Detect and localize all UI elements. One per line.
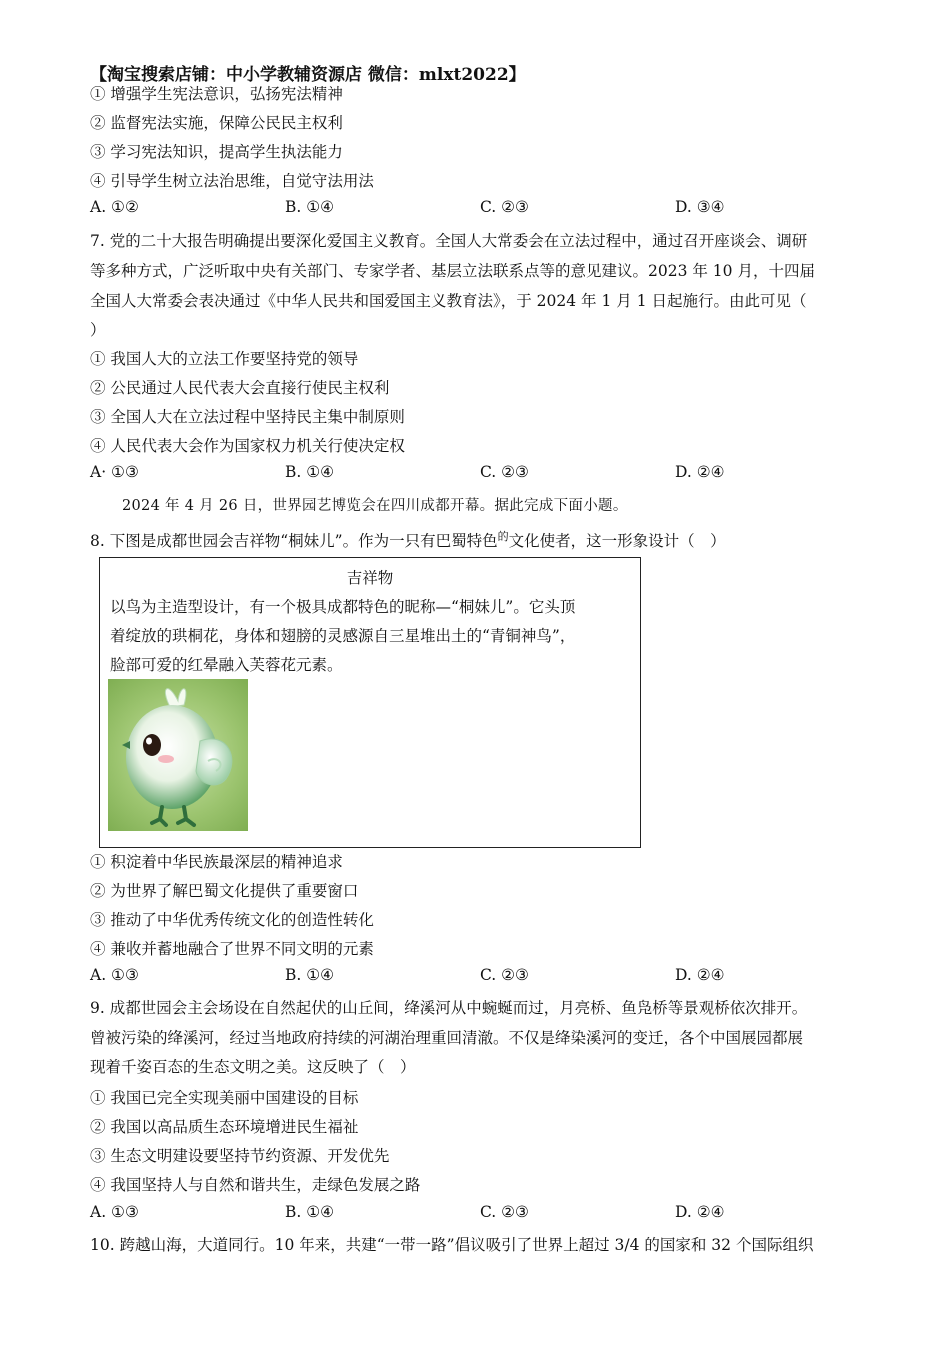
q7-item-4: ④ 人民代表大会作为国家权力机关行使决定权 bbox=[90, 437, 405, 455]
q8-option-a[interactable]: A. ①③ bbox=[90, 966, 139, 984]
mascot-box-line-1: 以鸟为主造型设计，有一个极具成都特色的昵称—“桐妹儿”。它头顶 bbox=[110, 598, 576, 616]
q8-item-4: ④ 兼收并蓄地融合了世界不同文明的元素 bbox=[90, 940, 374, 958]
q6-option-c[interactable]: C. ②③ bbox=[480, 198, 529, 216]
q7-item-1: ① 我国人大的立法工作要坚持党的领导 bbox=[90, 350, 359, 368]
q6-item-3: ③ 学习宪法知识，提高学生执法能力 bbox=[90, 143, 343, 161]
mascot-box-line-3: 脸部可爱的红晕融入芙蓉花元素。 bbox=[110, 656, 343, 674]
q7-stem-line-3: 全国人大常委会表决通过《中华人民共和国爱国主义教育法》，于 2024 年 1 月 1 日起施行。由此可见（ bbox=[90, 292, 807, 310]
q8-stem-after: 文化使者，这一形象设计（ ） bbox=[508, 532, 726, 550]
q8-option-d[interactable]: D. ②④ bbox=[675, 966, 725, 984]
q8-stem bbox=[90, 528, 726, 551]
q8-item-3: ③ 推动了中华优秀传统文化的创造性转化 bbox=[90, 911, 374, 929]
q9-item-1: ① 我国已完全实现美丽中国建设的目标 bbox=[90, 1089, 359, 1107]
q6-option-a[interactable]: A. ①② bbox=[90, 198, 139, 216]
q9-option-a[interactable]: A. ①③ bbox=[90, 1203, 139, 1221]
q8-item-1: ① 积淀着中华民族最深层的精神追求 bbox=[90, 853, 343, 871]
mascot-box-line-2: 着绽放的珙桐花，身体和翅膀的灵感源自三星堆出土的“青铜神鸟”， bbox=[110, 627, 576, 645]
q7-options bbox=[90, 463, 870, 487]
q6-item-1: ① 增强学生宪法意识，弘扬宪法精神 bbox=[90, 85, 343, 103]
mascot-image bbox=[108, 679, 248, 831]
q6-option-d[interactable]: D. ③④ bbox=[675, 198, 725, 216]
q7-item-3: ③ 全国人大在立法过程中坚持民主集中制原则 bbox=[90, 408, 405, 426]
q10-stem-line-1: 10. 跨越山海，大道同行。10 年来，共建“一带一路”倡议吸引了世界上超过 3/4 的国家和 32 个国际组织 bbox=[90, 1236, 814, 1254]
q7-option-c[interactable]: C. ②③ bbox=[480, 463, 529, 481]
q8-option-c[interactable]: C. ②③ bbox=[480, 966, 529, 984]
q6-item-4: ④ 引导学生树立法治思维，自觉守法用法 bbox=[90, 172, 374, 190]
q8-stem-small: 的 bbox=[497, 530, 509, 543]
mascot-info-box bbox=[99, 557, 641, 848]
q6-option-b[interactable]: B. ①④ bbox=[285, 198, 335, 216]
q6-item-2: ② 监督宪法实施，保障公民民主权利 bbox=[90, 114, 343, 132]
q9-option-b[interactable]: B. ①④ bbox=[285, 1203, 335, 1221]
mascot-box-title: 吉祥物 bbox=[346, 569, 394, 587]
q8-option-b[interactable]: B. ①④ bbox=[285, 966, 335, 984]
q9-options bbox=[90, 1203, 870, 1227]
page-header: 【淘宝搜索店铺：中小学教辅资源店 微信：mlxt2022】 bbox=[90, 65, 526, 85]
q8-options bbox=[90, 966, 870, 990]
q9-option-c[interactable]: C. ②③ bbox=[480, 1203, 529, 1221]
section-intro: 2024 年 4 月 26 日，世界园艺博览会在四川成都开幕。据此完成下面小题。 bbox=[122, 498, 628, 514]
q9-stem-line-1: 9. 成都世园会主会场设在自然起伏的山丘间，绛溪河从中蜿蜒而过，月亮桥、鱼凫桥等景观桥依次排开。 bbox=[90, 999, 808, 1017]
q7-option-d[interactable]: D. ②④ bbox=[675, 463, 725, 481]
q6-options bbox=[90, 198, 870, 222]
q7-stem-line-1: 7. 党的二十大报告明确提出要深化爱国主义教育。全国人大常委会在立法过程中，通过召开座谈会、调研 bbox=[90, 232, 808, 250]
q7-option-b[interactable]: B. ①④ bbox=[285, 463, 335, 481]
q9-stem-line-2: 曾被污染的绛溪河，经过当地政府持续的河湖治理重回清澈。不仅是绛染溪河的变迁，各个中国展园都展 bbox=[90, 1029, 804, 1047]
q7-stem-line-2: 等多种方式，广泛听取中央有关部门、专家学者、基层立法联系点等的意见建议。2023 年 10 月，十四届 bbox=[90, 262, 815, 280]
q8-item-2: ② 为世界了解巴蜀文化提供了重要窗口 bbox=[90, 882, 359, 900]
q9-option-d[interactable]: D. ②④ bbox=[675, 1203, 725, 1221]
q7-option-a[interactable]: A· ①③ bbox=[90, 463, 139, 481]
q9-item-4: ④ 我国坚持人与自然和谐共生，走绿色发展之路 bbox=[90, 1176, 421, 1194]
q7-stem-line-4: ） bbox=[90, 321, 106, 339]
q7-item-2: ② 公民通过人民代表大会直接行使民主权利 bbox=[90, 379, 390, 397]
mascot-bird-illustration bbox=[108, 679, 248, 831]
q9-item-2: ② 我国以高品质生态环境增进民生福祉 bbox=[90, 1118, 359, 1136]
q9-item-3: ③ 生态文明建设要坚持节约资源、开发优先 bbox=[90, 1147, 390, 1165]
q8-stem-before: 8. 下图是成都世园会吉祥物“桐妹儿”。作为一只有巴蜀特色 bbox=[90, 532, 498, 550]
q9-stem-line-3: 现着千姿百态的生态文明之美。这反映了（ ） bbox=[90, 1058, 416, 1076]
